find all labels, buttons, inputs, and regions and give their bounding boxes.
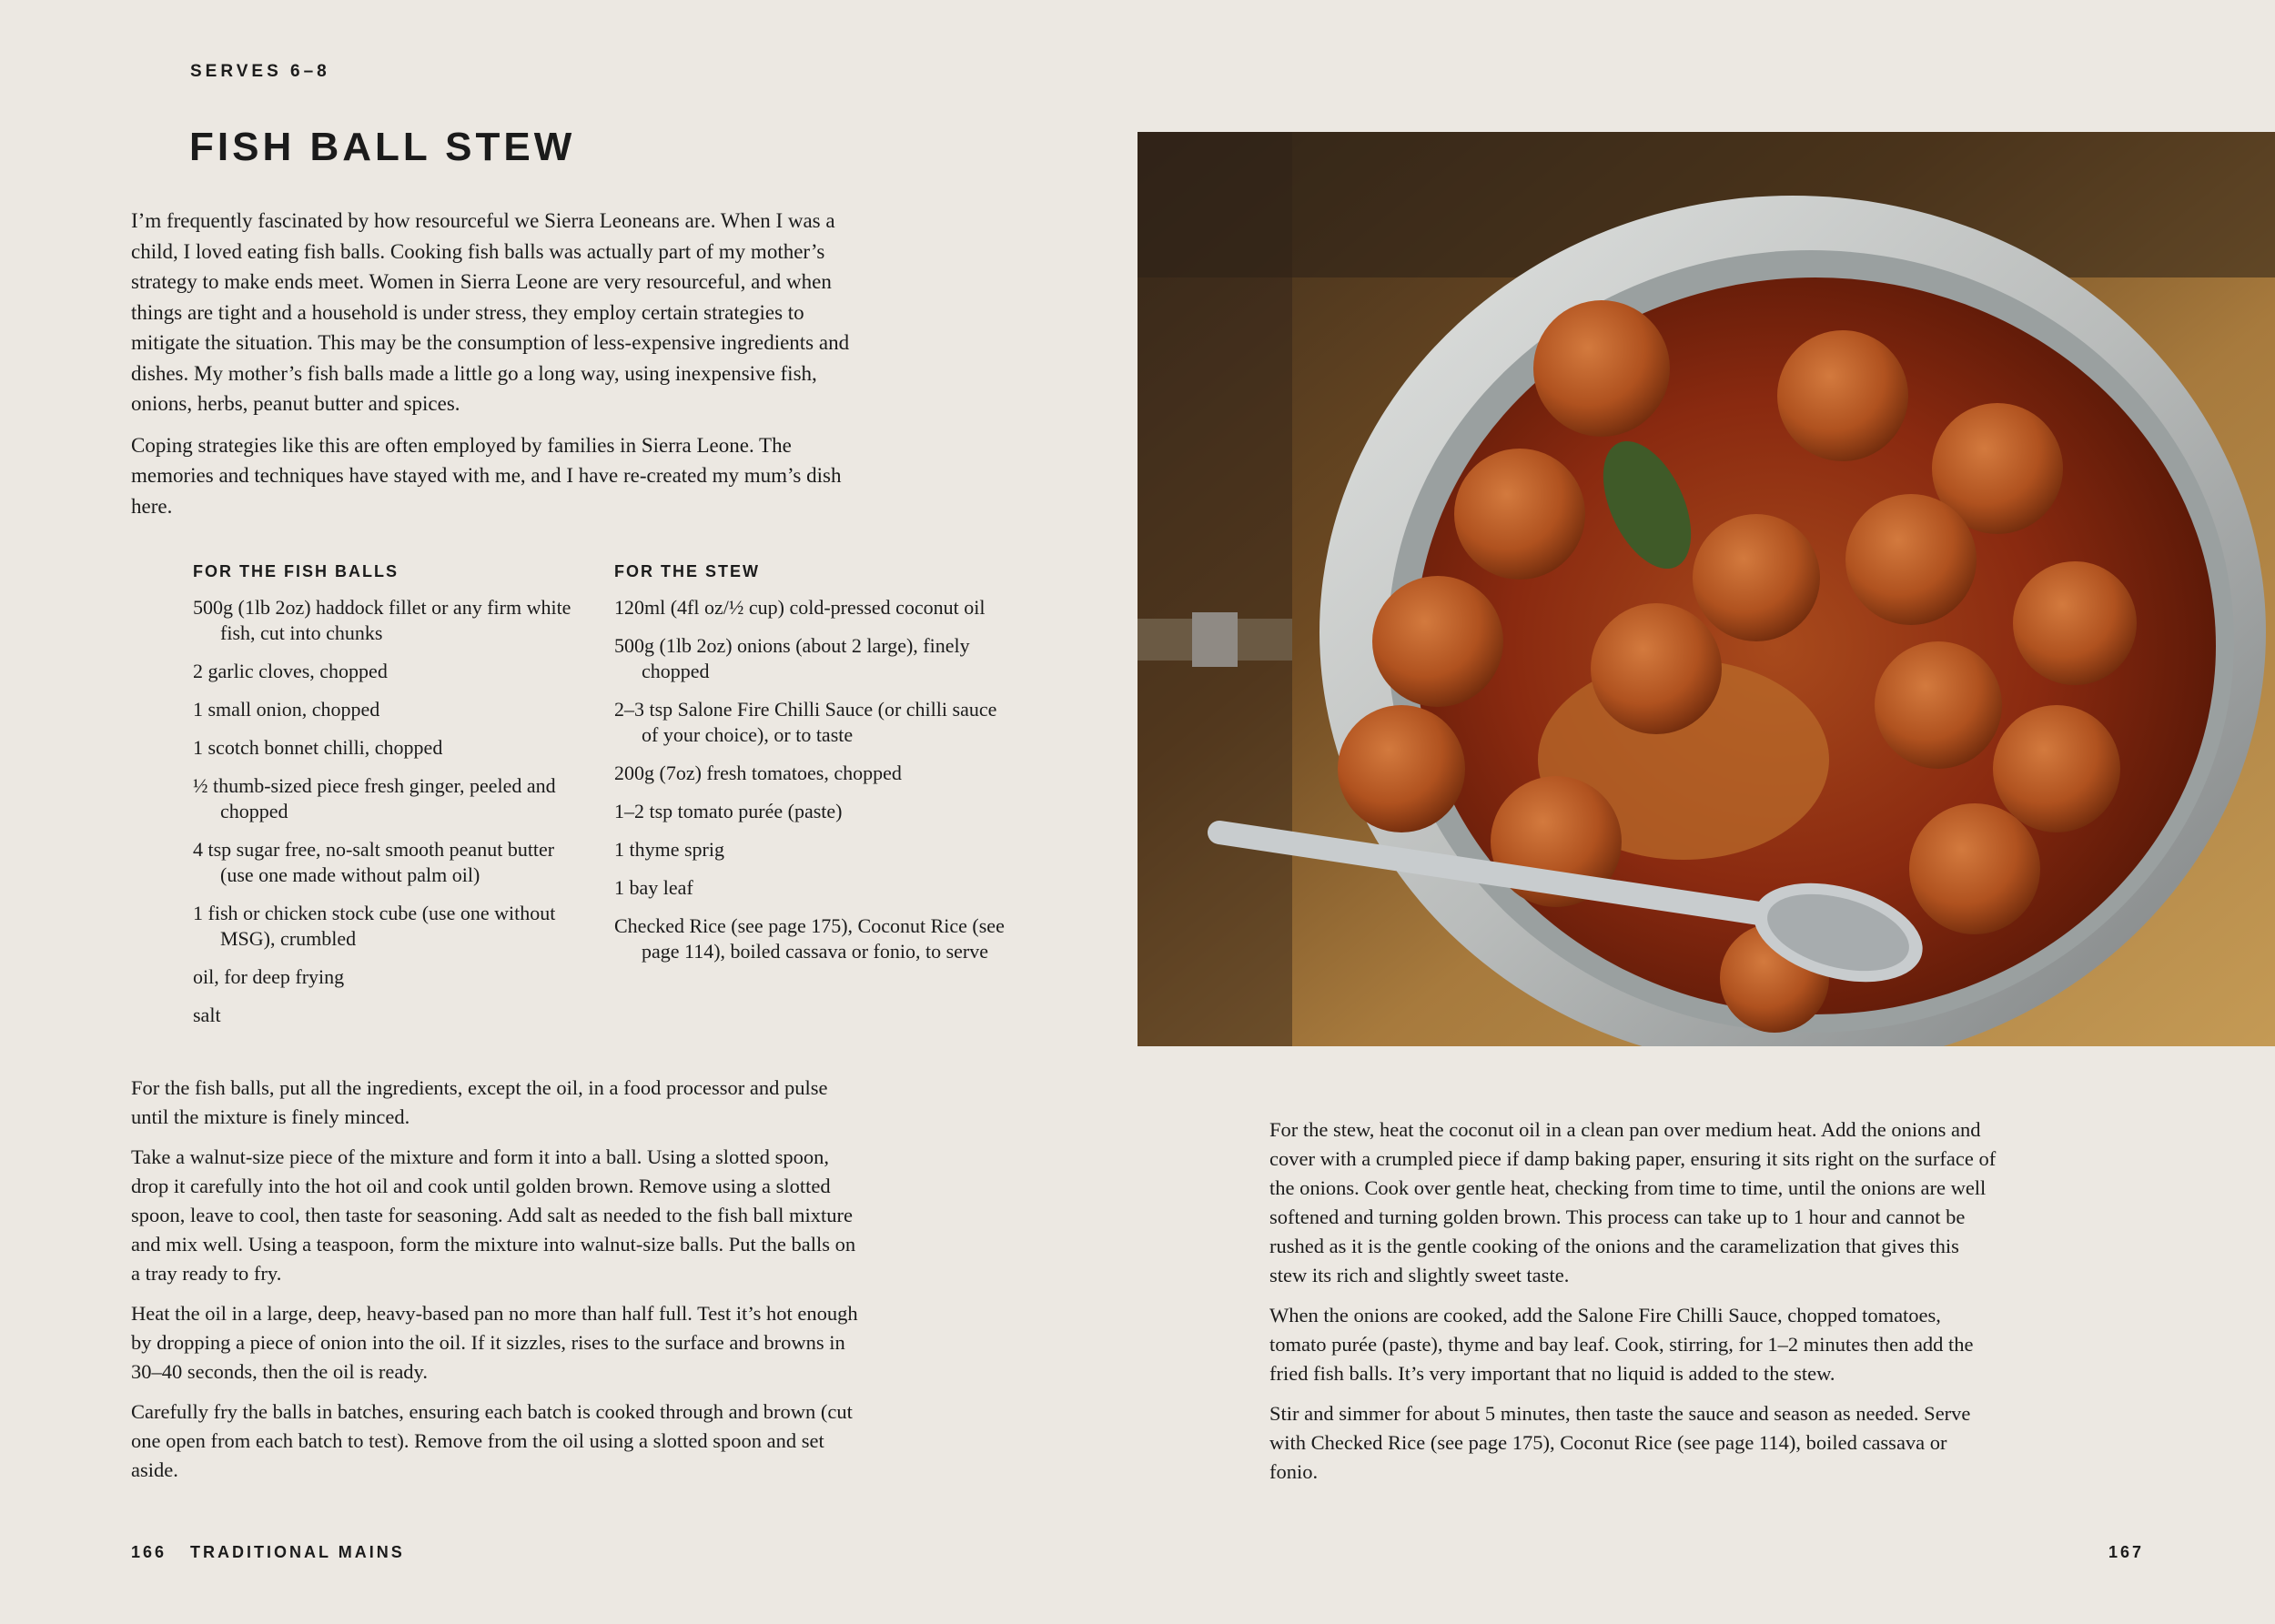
ingredient-item: oil, for deep frying xyxy=(193,965,345,988)
intro-text xyxy=(131,206,859,532)
ingredient-item: Checked Rice (see page 175), Coconut Rice (see page 114), boiled cassava or fonio, to serve xyxy=(614,914,1005,963)
ingredient-item: 120ml (4fl oz/½ cup) cold-pressed coconut oil xyxy=(614,596,986,619)
serves-label: SERVES 6–8 xyxy=(190,62,330,81)
ingredient-item: ½ thumb-sized piece fresh ginger, peeled and chopped xyxy=(193,774,556,822)
left-footer xyxy=(131,1543,405,1562)
ingredient-item: 500g (1lb 2oz) onions (about 2 large), finely chopped xyxy=(614,634,970,682)
intro-paragraph: Coping strategies like this are often employed by families in Sierra Leone. The memories and techniques have stayed with me, and I have re-created my mum’s dish here. xyxy=(131,433,842,518)
ingredient-item: 1 bay leaf xyxy=(614,876,693,899)
intro-paragraph: I’m frequently fascinated by how resourceful we Sierra Leoneans are. When I was a child, I loved eating fish balls. Cooking fish balls was actually part of my mother’s strategy to make ends meet. Women in Sierra Leone are very resourceful, and when things are tight and a household is under stress, they employ certain strategies to mitigate the situation. This may be the consumption of less-expensive ingredients and dishes. My mother’s fish balls made a little go a long way, using inexpensive fish, onions, herbs, peanut butter and spices. xyxy=(131,209,850,415)
ingredient-item: 1 fish or chicken stock cube (use one without MSG), crumbled xyxy=(193,902,556,950)
method-paragraph: Heat the oil in a large, deep, heavy-based pan no more than half full. Test it’s hot enough by dropping a piece of onion into the oil. If it sizzles, rises to the surface and browns in 30–40 seconds, then the oil is ready. xyxy=(131,1302,858,1383)
ingredient-item: 4 tsp sugar free, no-salt smooth peanut butter (use one made without palm oil) xyxy=(193,838,555,886)
section-name: TRADITIONAL MAINS xyxy=(190,1543,405,1561)
ingredient-item: 1 scotch bonnet chilli, chopped xyxy=(193,736,443,759)
ingredient-item: 500g (1lb 2oz) haddock fillet or any firm white fish, cut into chunks xyxy=(193,596,571,644)
ingredient-item: 1 thyme sprig xyxy=(614,838,724,861)
method-paragraph: Carefully fry the balls in batches, ensuring each batch is cooked through and brown (cut one open from each batch to test). Remove from the oil using a slotted spoon and set aside. xyxy=(131,1400,853,1481)
right-footer xyxy=(2108,1543,2144,1562)
page-number: 166 xyxy=(131,1543,167,1561)
method-paragraph: For the stew, heat the coconut oil in a clean pan over medium heat. Add the onions and cover with a crumpled piece if damp baking paper, ensuring it sits right on the surface of the onions. Cook over gentle heat, checking from time to time, until the onions are well softened and turning golden brown. This process can take up to 1 hour and cannot be rushed as it is the gentle cooking of the onions and the caramelization that gives this stew its rich and slightly sweet taste. xyxy=(1269,1118,1997,1286)
stew-heading: FOR THE STEW xyxy=(614,562,760,580)
method-paragraph: Stir and simmer for about 5 minutes, then taste the sauce and season as needed. Serve with Checked Rice (see page 175), Coconut Rice (see page 114), boiled cassava or fonio. xyxy=(1269,1402,1971,1483)
fish-balls-ingredients xyxy=(193,560,584,1041)
ingredient-item: 2 garlic cloves, chopped xyxy=(193,660,388,682)
page-number: 167 xyxy=(2108,1543,2144,1561)
method-fish-balls xyxy=(131,1074,859,1496)
recipe-title: FISH BALL STEW xyxy=(189,125,576,169)
stew-list xyxy=(614,595,1015,964)
stew-ingredients xyxy=(614,560,1015,977)
right-page xyxy=(1138,0,2275,1624)
method-stew xyxy=(1269,1115,1997,1498)
ingredient-item: 200g (7oz) fresh tomatoes, chopped xyxy=(614,762,902,784)
ingredient-item: 1–2 tsp tomato purée (paste) xyxy=(614,800,843,822)
method-paragraph: When the onions are cooked, add the Salone Fire Chilli Sauce, chopped tomatoes, tomato purée (paste), thyme and bay leaf. Cook, stirring, for 1–2 minutes then add the fried fish balls. It’s very important that no liquid is added to the stew. xyxy=(1269,1304,1974,1385)
ingredient-item: salt xyxy=(193,1004,221,1026)
method-paragraph: Take a walnut-size piece of the mixture and form it into a ball. Using a slotted spoon, drop it carefully into the hot oil and cook until golden brown. Remove using a slotted spoon, leave to cool, then taste for seasoning. Add salt as needed to the fish ball mixture and mix well. Using a teaspoon, form the mixture into walnut-size balls. Put the balls on a tray ready to fry. xyxy=(131,1145,856,1285)
method-paragraph: For the fish balls, put all the ingredients, except the oil, in a food processor and pulse until the mixture is finely minced. xyxy=(131,1076,828,1128)
fish-balls-heading: FOR THE FISH BALLS xyxy=(193,562,399,580)
fish-balls-list xyxy=(193,595,584,1028)
ingredient-item: 2–3 tsp Salone Fire Chilli Sauce (or chilli sauce of your choice), or to taste xyxy=(614,698,997,746)
ingredient-item: 1 small onion, chopped xyxy=(193,698,380,721)
